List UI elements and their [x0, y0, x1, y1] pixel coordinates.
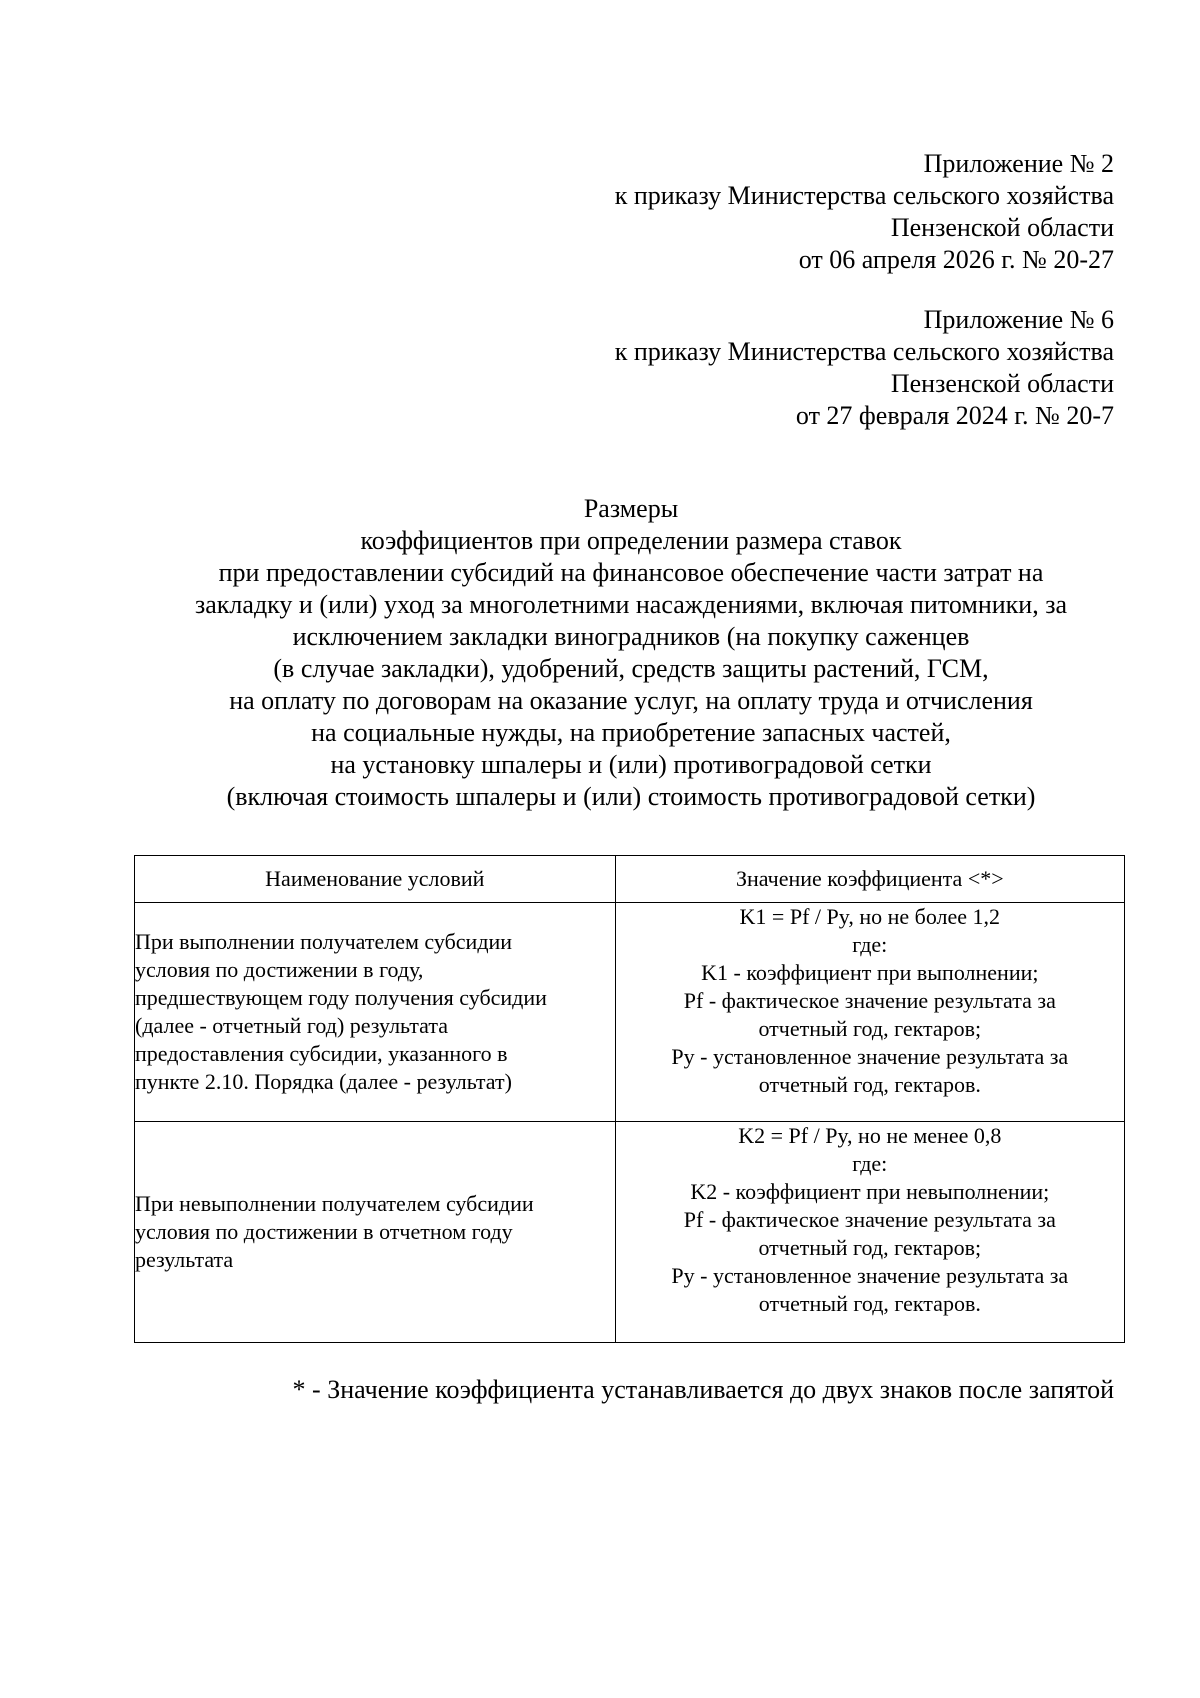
title-line: на установку шпалеры и (или) противоградовой сетки	[330, 750, 932, 779]
value-line: Pf - фактическое значение результата за	[683, 988, 1056, 1013]
header-coefficient-value: Значение коэффициента <*>	[615, 856, 1124, 903]
appendix-line: Пензенской области	[890, 369, 1114, 398]
title-line: на оплату по договорам на оказание услуг, на оплату труда и отчисления	[229, 686, 1033, 715]
table-row	[135, 1122, 1125, 1343]
condition-line: результата	[135, 1247, 234, 1272]
appendix-line: Приложение № 2	[923, 149, 1114, 178]
condition-line: При невыполнении получателем субсидии	[135, 1191, 534, 1216]
table-header-row	[135, 856, 1125, 903]
value-line: K1 - коэффициент при выполнении;	[701, 960, 1039, 985]
value-line: отчетный год, гектаров.	[758, 1072, 981, 1097]
condition-line: предшествующем году получения субсидии	[135, 985, 547, 1010]
condition-line: пункте 2.10. Порядка (далее - результат)	[135, 1069, 512, 1094]
value-line: где:	[852, 932, 888, 957]
formula-line: K2 = Pf / Py, но не менее 0,8	[738, 1123, 1002, 1148]
value-cell	[615, 1122, 1124, 1343]
value-line: отчетный год, гектаров;	[758, 1016, 982, 1041]
appendix-line: к приказу Министерства сельского хозяйства	[614, 181, 1114, 210]
title-line: при предоставлении субсидий на финансовое обеспечение части затрат на	[218, 558, 1044, 587]
title-line: закладку и (или) уход за многолетними насаждениями, включая питомники, за	[194, 590, 1067, 619]
condition-line: При выполнении получателем субсидии	[135, 929, 513, 954]
value-line: K2 - коэффициент при невыполнении;	[690, 1179, 1050, 1204]
title-line: Размеры	[583, 494, 679, 523]
value-line: где:	[852, 1151, 888, 1176]
appendix-line: от 06 апреля 2026 г. № 20-27	[798, 245, 1114, 274]
condition-line: условия по достижении в году,	[135, 957, 424, 982]
value-line: Py - установленное значение результата за	[671, 1044, 1069, 1069]
value-line: Py - установленное значение результата за	[671, 1263, 1069, 1288]
appendix-line: от 27 февраля 2024 г. № 20-7	[795, 401, 1114, 430]
condition-cell	[135, 903, 616, 1122]
value-line: отчетный год, гектаров.	[758, 1291, 981, 1316]
value-line: отчетный год, гектаров;	[758, 1235, 982, 1260]
coefficients-table	[134, 855, 1125, 1343]
table-row	[135, 903, 1125, 1122]
header-conditions: Наименование условий	[135, 856, 616, 903]
value-cell	[615, 903, 1124, 1122]
condition-line: (далее - отчетный год) результата	[135, 1013, 448, 1038]
document-title	[0, 493, 1200, 813]
appendix-line: Пензенской области	[890, 213, 1114, 242]
appendix-header-2	[615, 148, 1114, 276]
title-line: (в случае закладки), удобрений, средств защиты растений, ГСМ,	[273, 654, 989, 683]
appendix-line: Приложение № 6	[923, 305, 1114, 334]
value-line: Pf - фактическое значение результата за	[683, 1207, 1056, 1232]
footnote: * - Значение коэффициента устанавливается до двух знаков после запятой	[292, 1375, 1114, 1404]
condition-line: условия по достижении в отчетном году	[135, 1219, 513, 1244]
appendix-header-6	[615, 304, 1114, 432]
title-line: на социальные нужды, на приобретение запасных частей,	[311, 718, 951, 747]
condition-cell	[135, 1122, 616, 1343]
title-line: (включая стоимость шпалеры и (или) стоимость противоградовой сетки)	[226, 782, 1036, 811]
condition-line: предоставления субсидии, указанного в	[135, 1041, 508, 1066]
appendix-line: к приказу Министерства сельского хозяйства	[614, 337, 1114, 366]
formula-line: K1 = Pf / Py, но не более 1,2	[739, 904, 1001, 929]
title-line: исключением закладки виноградников (на покупку саженцев	[292, 622, 970, 651]
title-line: коэффициентов при определении размера ставок	[360, 526, 902, 555]
